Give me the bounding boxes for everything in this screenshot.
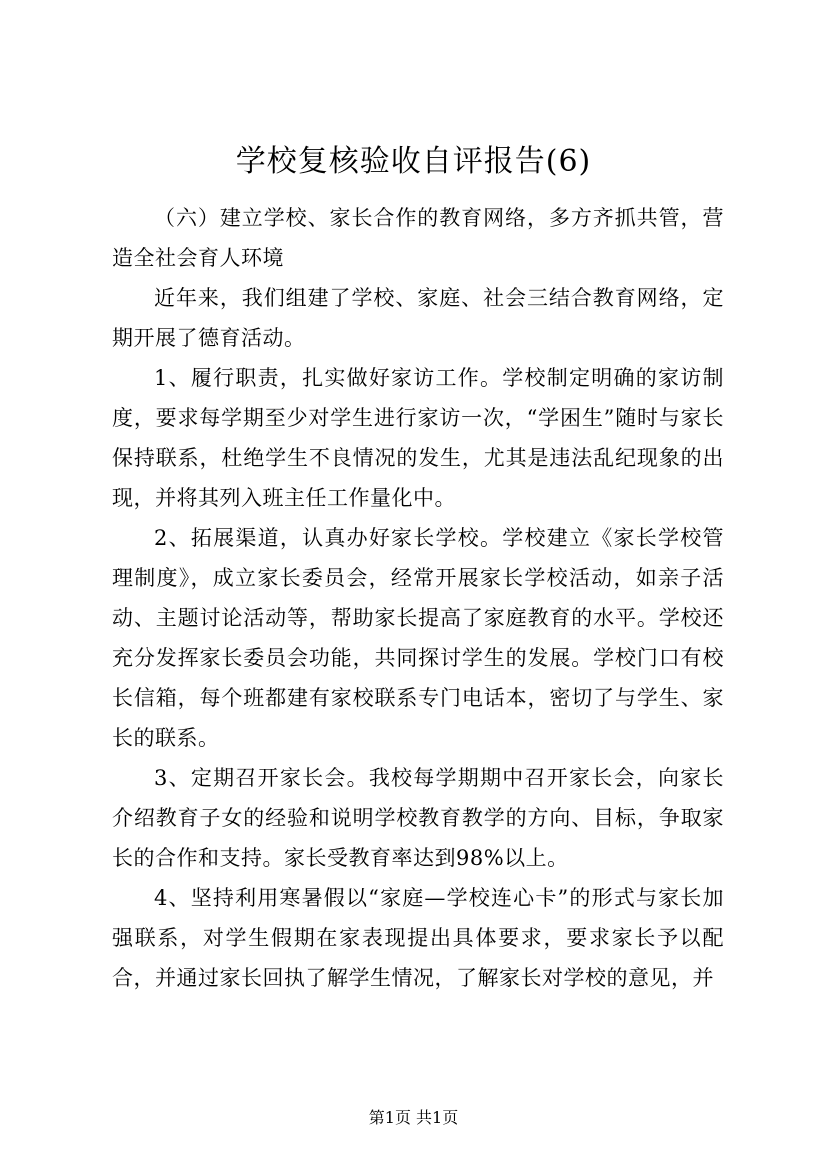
document-body xyxy=(112,198,724,998)
paragraph-item-3: 3、定期召开家长会。我校每学期期中召开家长会，向家长介绍教育子女的经验和说明学校教育教学的方向、目标，争取家长的合作和支持。家长受教育率达到98%以上。 xyxy=(112,766,724,870)
paragraph-intro: 近年来，我们组建了学校、家庭、社会三结合教育网络，定期开展了德育活动。 xyxy=(112,286,724,350)
paragraph-item-1: 1、履行职责，扎实做好家访工作。学校制定明确的家访制度，要求每学期至少对学生进行家访一次，“学困生”随时与家长保持联系，杜绝学生不良情况的发生，尤其是违法乱纪现象的出现，并将其列入班主任工作量化中。 xyxy=(112,366,724,510)
paragraph-item-2: 2、拓展渠道，认真办好家长学校。学校建立《家长学校管理制度》，成立家长委员会，经常开展家长学校活动，如亲子活动、主题讨论活动等，帮助家长提高了家庭教育的水平。学校还充分发挥家长委员会功能，共同探讨学生的发展。学校门口有校长信箱，每个班都建有家校联系专门电话本，密切了与学生、家长的联系。 xyxy=(112,526,724,750)
paragraph-item-4: 4、坚持利用寒暑假以“家庭—学校连心卡”的形式与家长加强联系，对学生假期在家表现提出具体要求，要求家长予以配合，并通过家长回执了解学生情况，了解家长对学校的意见，并 xyxy=(112,886,724,990)
page-footer: 第1页 共1页 xyxy=(368,1108,459,1127)
document-title: 学校复核验收自评报告(6) xyxy=(235,144,592,179)
paragraph-section-heading: （六）建立学校、家长合作的教育网络，多方齐抓共管，营造全社会育人环境 xyxy=(112,206,724,270)
